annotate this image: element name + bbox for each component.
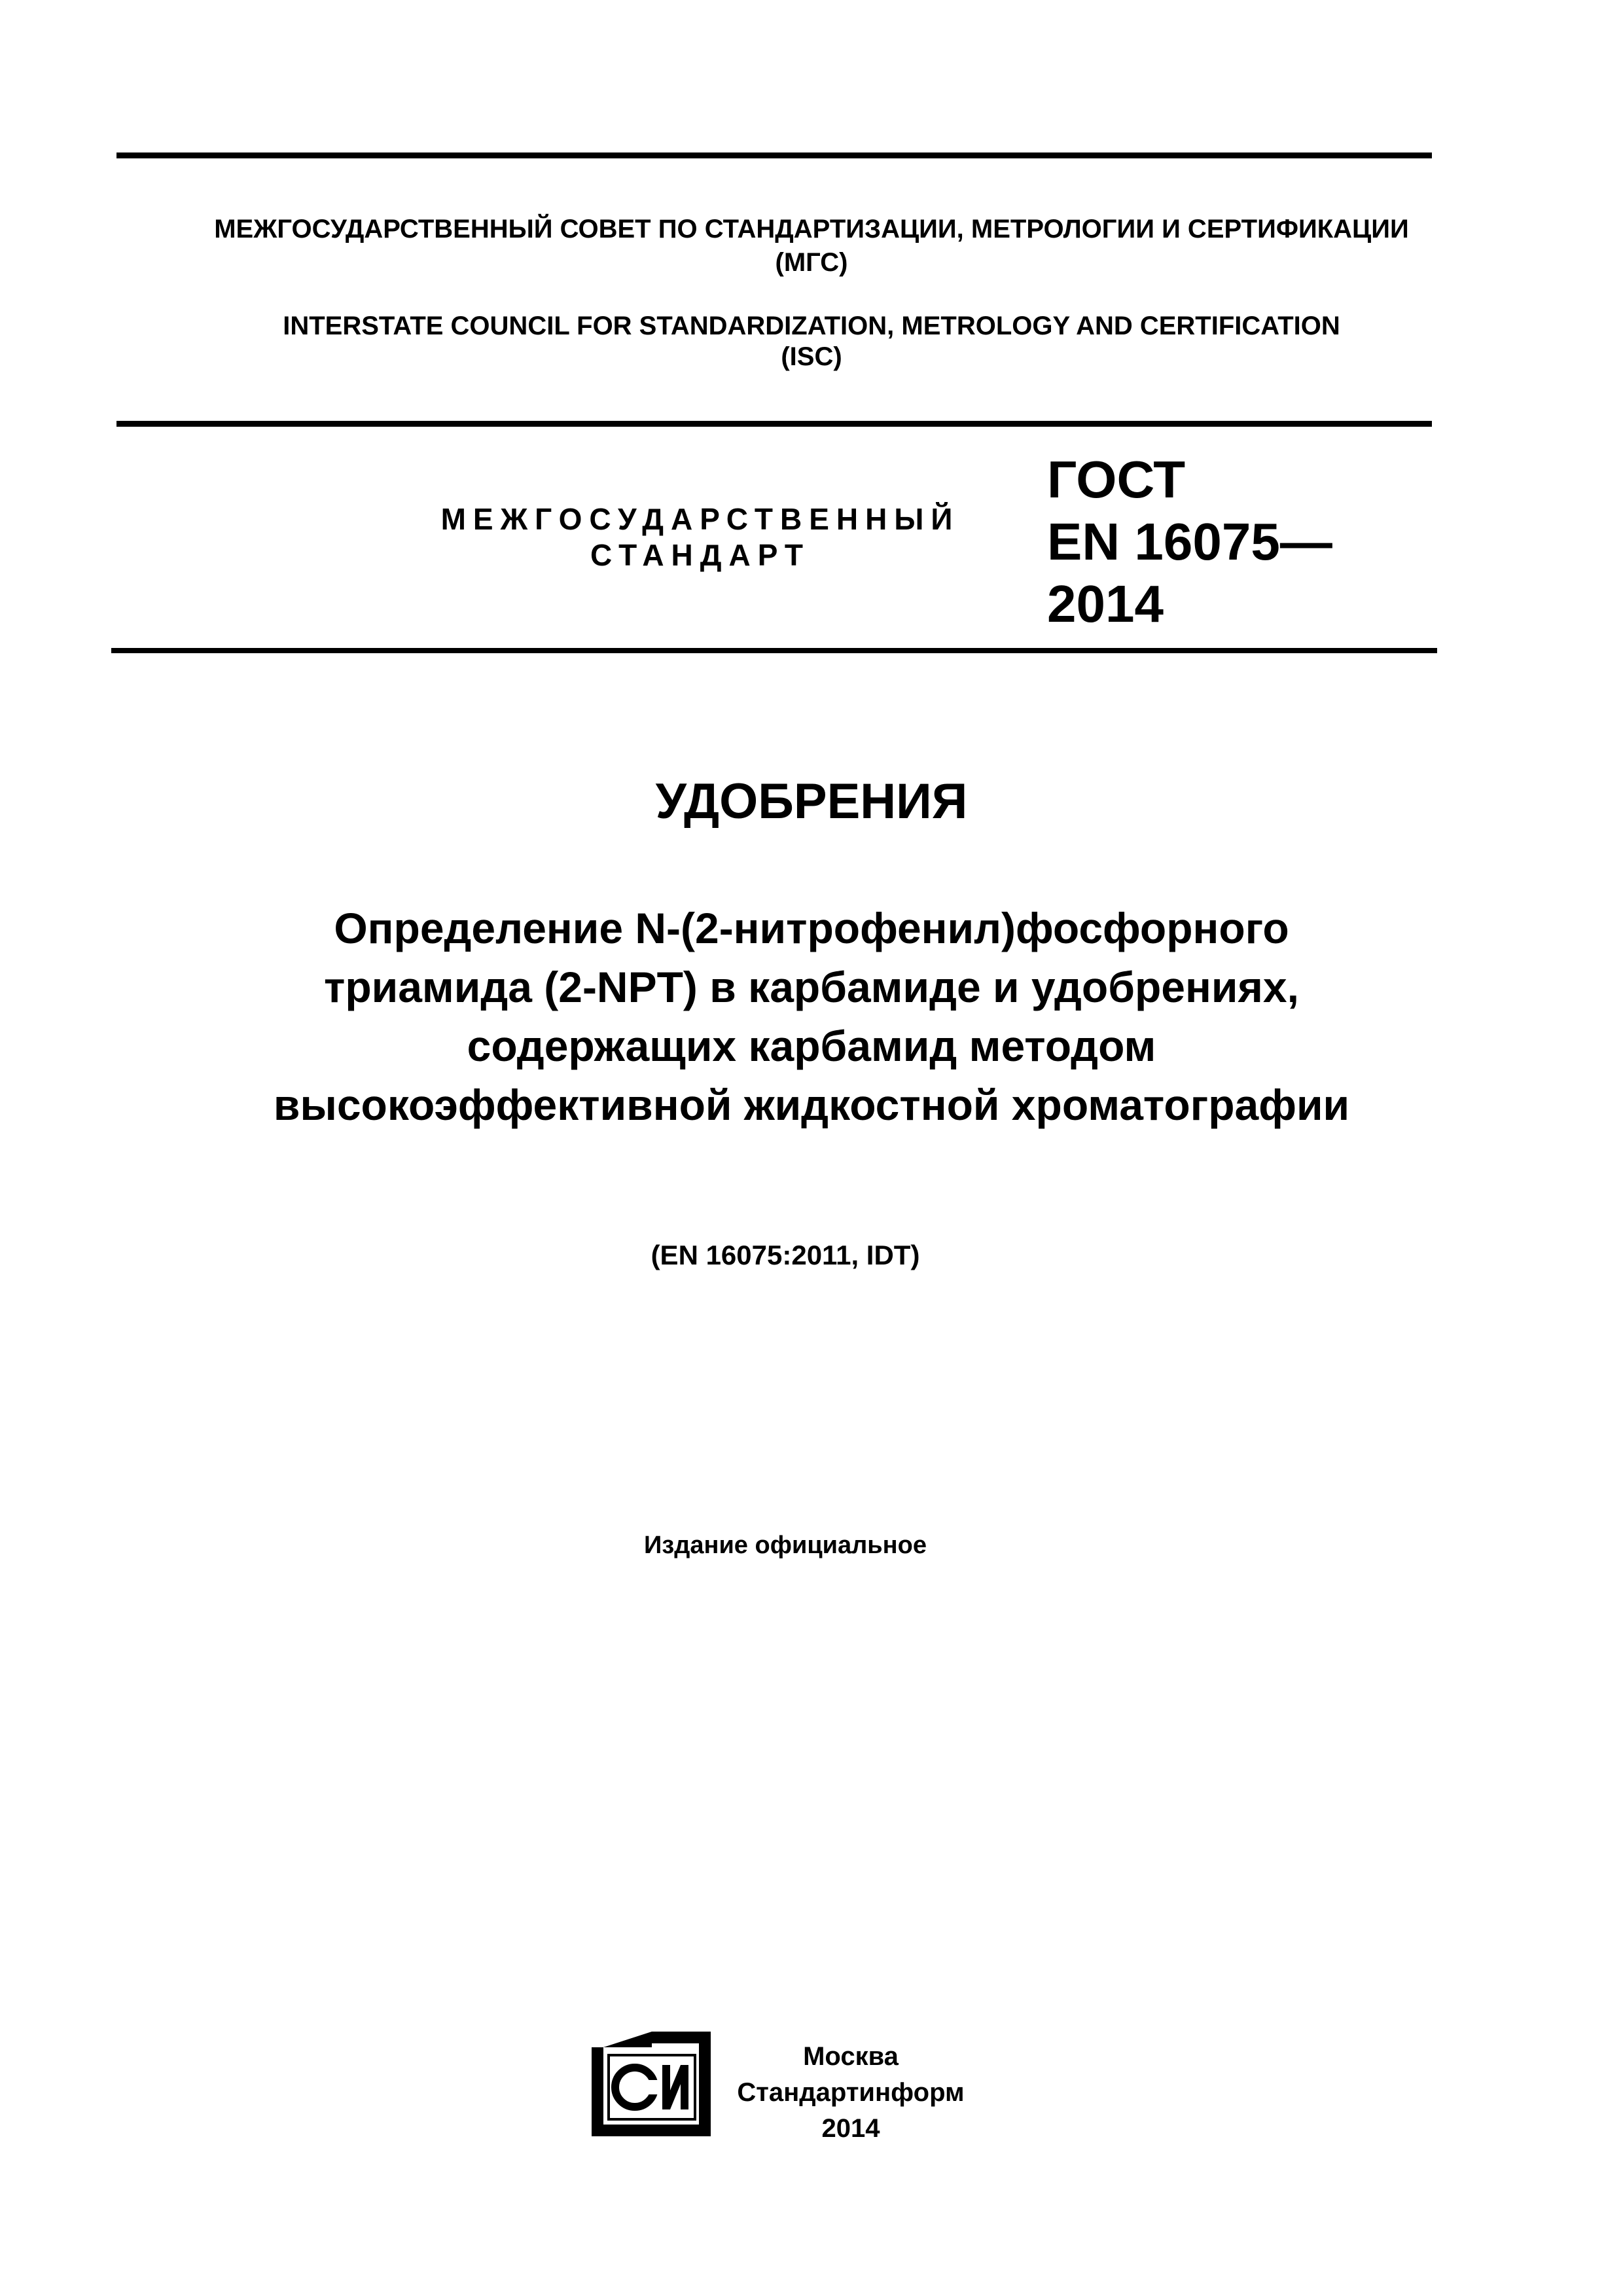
edition-note: Издание официальное [644,1532,927,1559]
publisher-name: Стандартинформ [737,2078,965,2107]
publisher-year: 2014 [821,2114,880,2143]
subtitle-line-1: Определение N-(2-нитрофенил)фосфорного [334,904,1289,952]
council-name-en: INTERSTATE COUNCIL FOR STANDARDIZATION, METROLOGY AND CERTIFICATION [283,312,1340,340]
council-abbr-ru: (МГС) [775,248,848,277]
document-title: УДОБРЕНИЯ [655,774,968,829]
subtitle-line-4: высокоэффективной жидкостной хроматографии [273,1081,1350,1129]
standard-type-line-1: МЕЖГОСУДАРСТВЕННЫЙ [440,502,960,536]
standard-code-line-1: ГОСТ [1047,450,1186,509]
council-abbr-en: (ISC) [781,342,842,371]
standard-code-line-3: 2014 [1047,575,1164,633]
council-name-ru: МЕЖГОСУДАРСТВЕННЫЙ СОВЕТ ПО СТАНДАРТИЗАЦИИ, МЕТРОЛОГИИ И СЕРТИФИКАЦИИ [214,215,1409,243]
header-rule [116,421,1432,427]
top-rule [116,152,1432,158]
standartinform-logo-icon [589,2029,713,2139]
publisher-city: Москва [803,2042,899,2071]
standard-type-line-2: СТАНДАРТ [590,538,810,572]
code-rule [111,648,1437,653]
subtitle-line-3: содержащих карбамид методом [467,1022,1156,1070]
subtitle-line-2: триамида (2-NPT) в карбамиде и удобрениях, [324,963,1299,1011]
reference-standard: (EN 16075:2011, IDT) [651,1240,920,1270]
standard-code-line-2: EN 16075— [1047,512,1332,571]
